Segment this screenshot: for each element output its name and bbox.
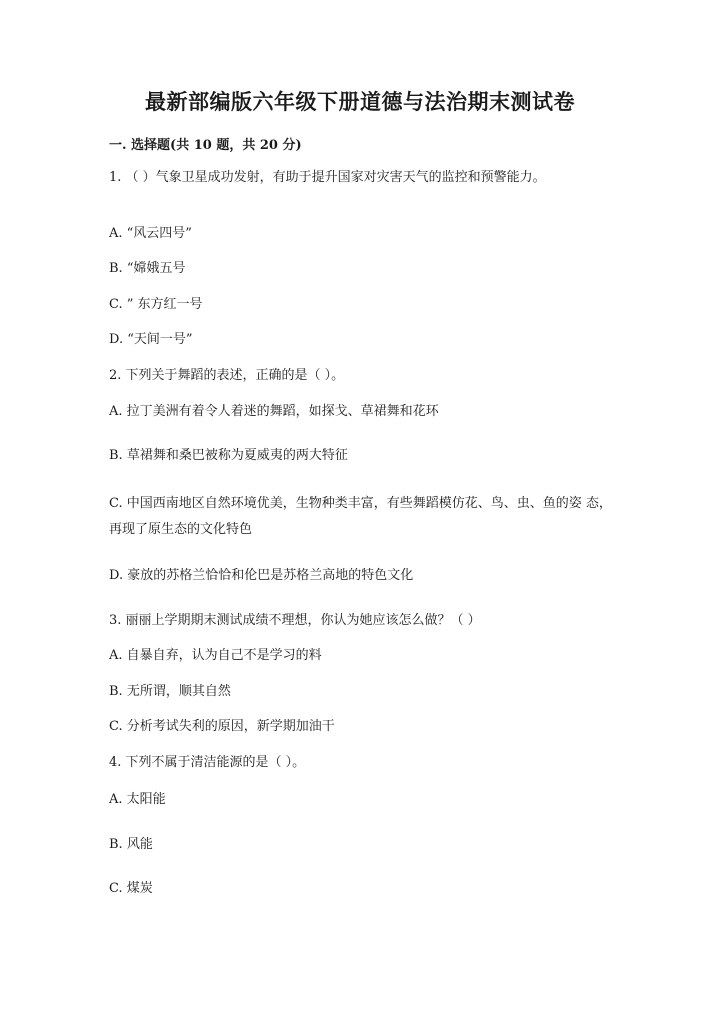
- question-3-option-c: C. 分析考试失利的原因，新学期加油干: [109, 719, 335, 734]
- question-3-option-a: A. 自暴自弃，认为自己不是学习的料: [109, 648, 322, 663]
- question-2-option-a: A. 拉丁美洲有着令人着迷的舞蹈，如探戈、草裙舞和花环: [109, 404, 439, 419]
- question-2-stem: 2. 下列关于舞蹈的表述，正确的是（ ）。: [109, 368, 345, 383]
- question-1-option-a: A. “风云四号”: [109, 226, 192, 241]
- question-1-option-b: B. “嫦娥五号: [109, 261, 186, 276]
- question-2-option-c: C. 中国西南地区自然环境优美，生物种类丰富，有些舞蹈模仿花、鸟、虫、鱼的姿 态，再现了原生态的文化特色: [109, 496, 612, 537]
- question-3-option-b: B. 无所谓，顺其自然: [109, 684, 231, 699]
- question-4-option-c: C. 煤炭: [109, 881, 153, 896]
- question-1-option-d: D. “天间一号”: [109, 332, 193, 347]
- question-2-option-b: B. 草裙舞和桑巴被称为夏威夷的两大特征: [109, 448, 348, 463]
- page-title: 最新部编版六年级下册道德与法治期末测试卷: [145, 89, 575, 114]
- question-3-stem: 3. 丽丽上学期期末测试成绩不理想，你认为她应该怎么做？（ ）: [109, 613, 481, 628]
- question-1-stem: 1. （ ）气象卫星成功发射，有助于提升国家对灾害天气的监控和预警能力。: [109, 170, 546, 185]
- section-heading: 一. 选择题(共 10 题，共 20 分): [109, 138, 302, 153]
- question-1-option-c: C. ” 东方红一号: [109, 297, 203, 312]
- question-4-stem: 4. 下列不属于清洁能源的是（ ）。: [109, 755, 306, 770]
- question-4-option-a: A. 太阳能: [109, 792, 166, 807]
- question-4-option-b: B. 风能: [109, 837, 153, 852]
- question-2-option-d: D. 豪放的苏格兰恰恰和伦巴是苏格兰高地的特色文化: [109, 568, 414, 583]
